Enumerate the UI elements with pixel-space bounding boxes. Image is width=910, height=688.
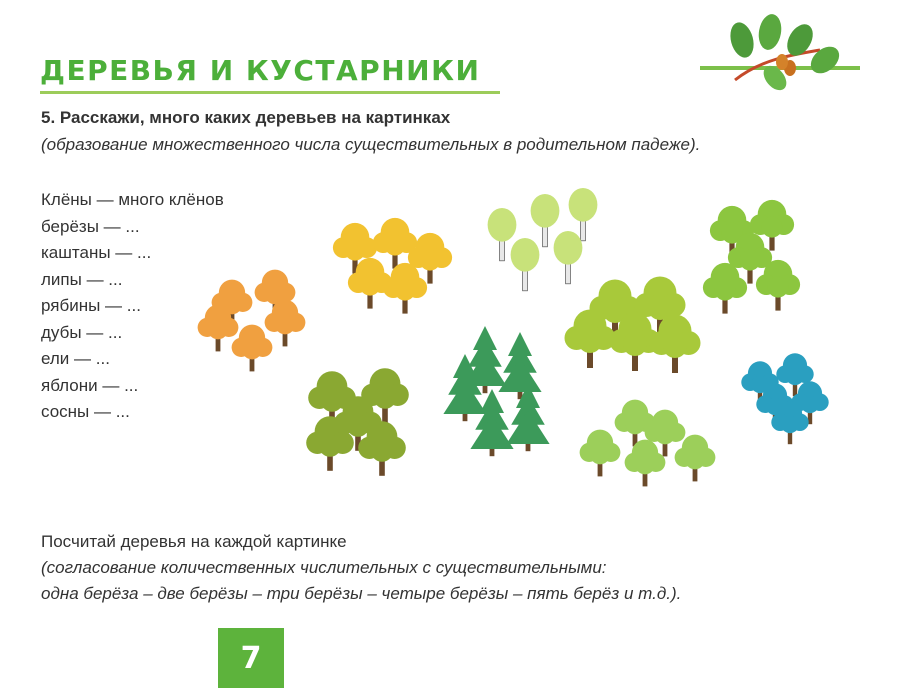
count-subtitle-line1: (согласование количественных числительных с существительными: (41, 558, 607, 577)
count-title: Посчитай деревья на каждой картинке (41, 532, 347, 551)
list-item: липы — ... (41, 269, 123, 289)
spruce-tree-icon (443, 326, 549, 456)
task-subtitle: (образование множественного числа существительных в родительном падеже). (41, 135, 701, 154)
list-item: каштаны — ... (41, 243, 152, 262)
oak-tree-icon (306, 368, 409, 476)
maple-tree-icon (333, 218, 452, 314)
oak-branch-icon (727, 12, 845, 94)
list-item: Клёны — много клёнов (41, 190, 224, 209)
linden-tree-icon (703, 200, 800, 314)
page-title: ДЕРЕВЬЯ И КУСТАРНИКИ (40, 54, 481, 87)
count-subtitle-line2: одна берёза – две берёзы – три берёзы – четыре берёзы – пять берёз и т.д.). (41, 584, 682, 603)
birch-tree-icon (488, 188, 598, 291)
list-item: сосны — ... (41, 402, 130, 421)
chestnut-tree-icon (565, 277, 701, 374)
task-title: 5. Расскажи, много каких деревьев на картинках (41, 108, 451, 127)
list-item: берёзы — ... (41, 216, 140, 236)
rowan-tree-icon (198, 270, 306, 372)
page-number-badge (218, 628, 284, 688)
list-item: дубы — ... (41, 322, 123, 342)
blue-shrub-icon (741, 353, 828, 444)
list-item: яблони — ... (41, 375, 139, 395)
list-item: ели — ... (41, 349, 110, 368)
page-number: 7 (240, 640, 262, 676)
apple-tree-icon (580, 400, 716, 487)
list-item: рябины — ... (41, 296, 141, 315)
